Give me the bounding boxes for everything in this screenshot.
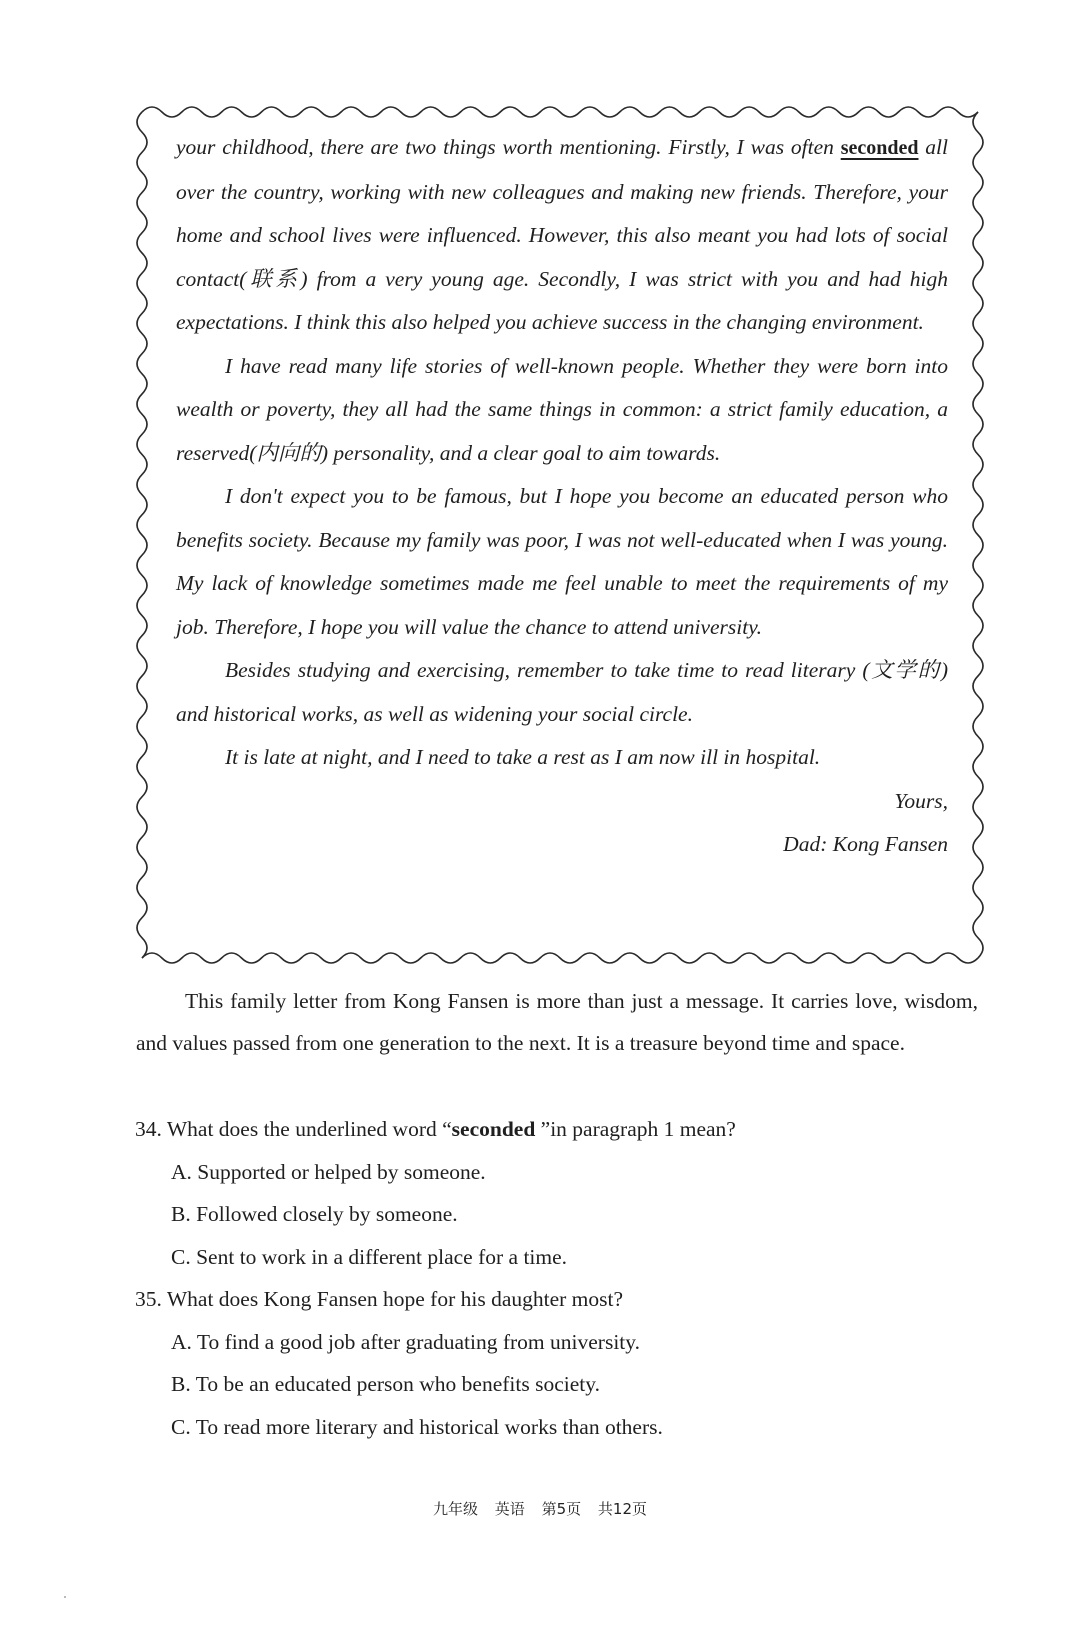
option-a: A. To find a good job after graduating from university. (171, 1329, 641, 1354)
letter-paragraph-5: It is late at night, and I need to take a rest as I am now ill in hospital. (225, 745, 821, 769)
page-footer (0, 1498, 1080, 1519)
footer-total: 共12页 (597, 1500, 647, 1518)
option-c: C. To read more literary and historical works than others. (171, 1414, 663, 1439)
letter-paragraph-4: Besides studying and exercising, remember to take time to read literary (文学的) and historical works, as well as widening your social circle. (176, 658, 948, 726)
letter-closing: Yours, (894, 788, 948, 813)
questions (135, 1108, 985, 1448)
option-a: A. Supported or helped by someone. (171, 1159, 486, 1184)
footer-subject: 英语 (494, 1500, 525, 1518)
question-stem: 34. What does the underlined word “seconded ”in paragraph 1 mean? (135, 1117, 736, 1141)
question-35 (135, 1278, 985, 1448)
letter-signature: Dad: Kong Fansen (783, 832, 948, 856)
question-34 (135, 1108, 985, 1278)
letter-frame (130, 100, 990, 970)
letter-paragraph-3: I don't expect you to be famous, but I hope you become an educated person who benefits society. Because my family was poor, I was not well-educated when I was young. My lack of knowledge sometimes made me feel unable to meet the requirements of my job. Therefore, I hope you will value the chance to attend university. (176, 484, 948, 639)
border-left (137, 112, 147, 958)
option-c: C. Sent to work in a different place for a time. (171, 1244, 568, 1269)
border-bottom (142, 953, 978, 963)
option-b: B. To be an educated person who benefits society. (171, 1372, 600, 1396)
footer-grade: 九年级 (432, 1500, 478, 1518)
scan-speck (64, 1596, 66, 1598)
letter-body (176, 126, 948, 867)
border-right (973, 112, 983, 958)
border-top (142, 107, 978, 117)
underlined-word: seconded (840, 137, 919, 159)
intro-paragraph: This family letter from Kong Fansen is more than just a message. It carries love, wisdom, and values passed from one generation to the next. It is a treasure beyond time and space. (136, 989, 978, 1055)
letter-paragraph-2: I have read many life stories of well-known people. Whether they were born into wealth or poverty, they all had the same things in common: a strict family education, a reserved(内向的) personality, and a clear goal to aim towards. (176, 353, 948, 465)
footer-page: 第5页 (541, 1500, 582, 1518)
option-b: B. Followed closely by someone. (171, 1202, 458, 1226)
question-stem: 35. What does Kong Fansen hope for his daughter most? (135, 1287, 624, 1311)
letter-paragraph-1: your childhood, there are two things worth mentioning. Firstly, I was often seconded all over the country, working with new colleagues and making new friends. Therefore, your home and school lives were influenced. However, this also meant you had lots of social contact(联系) from a very young age. Secondly, I was strict with you and had high expectations. I think this also helped you achieve success in the changing environment. (176, 135, 948, 334)
